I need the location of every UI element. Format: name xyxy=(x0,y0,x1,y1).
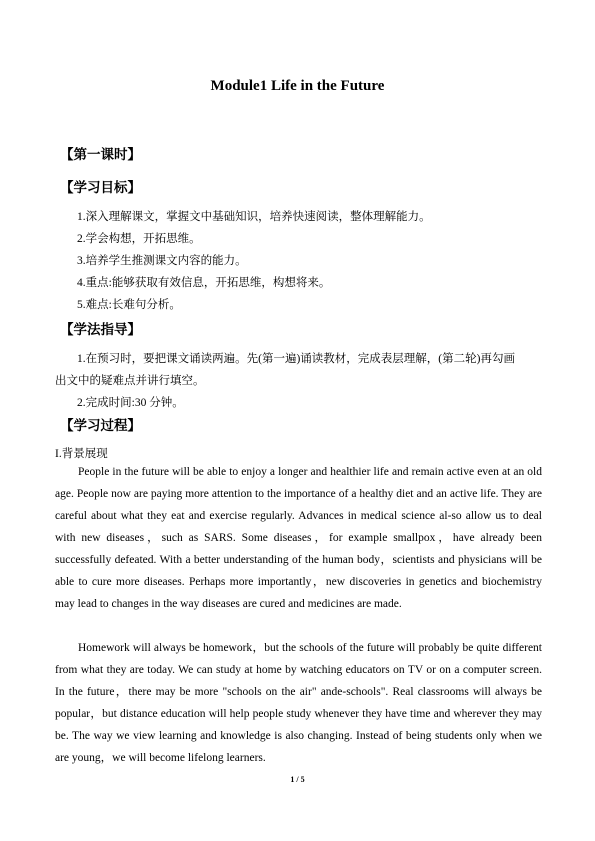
reading-paragraph-health xyxy=(55,461,542,615)
goal-item: 1.深入理解课文，掌握文中基础知识，培养快速阅读，整体理解能力。 xyxy=(77,211,431,223)
reading-paragraph-education xyxy=(55,637,542,769)
method-line: 出文中的疑难点并讲行填空。 xyxy=(55,375,205,387)
paragraph-text: People in the future will be able to enjoy a longer and healthier life and remain active even at an old age. People now are paying more attention to the importance of a healthy diet and an active life. They are careful about what they eat and exercise regularly. Advances in medical science al-so allow us to deal with new diseases，such as SARS. Some diseases，for example smallpox，have already been successfully defeated. With a better understanding of the human body，scientists and physicians will be able to cure more diseases. Perhaps more importantly，new discoveries in genetics and biochemistry may lead to changes in the way diseases are cured and medicines are made. xyxy=(55,466,542,610)
goal-item: 3.培养学生推测课文内容的能力。 xyxy=(77,255,247,267)
goal-item: 5.难点:长难句分析。 xyxy=(77,299,181,311)
method-line: 2.完成时间:30 分钟。 xyxy=(77,397,184,409)
page-number: 1 / 5 xyxy=(290,775,305,784)
goal-item: 2.学会构想，开拓思维。 xyxy=(77,233,201,245)
goal-item: 4.重点:能够获取有效信息，开拓思维，构想将来。 xyxy=(77,277,331,289)
paragraph-text: Homework will always be homework，but the schools of the future will probably be quite different from what they are today. We can study at home by watching educators on TV or on a computer screen. In the future，there may be more "schools on the air" and‎e-schools". Real classrooms will always be popular，but distance education will help people study whenever they have time and wherever they may be. The way we view learning and knowledge is also changing. Instead of being students only when we are young，we will become lifelong learners. xyxy=(55,642,542,764)
section-heading-lesson-one: 【第一课时】 xyxy=(60,147,141,163)
section-heading-learning-goals: 【学习目标】 xyxy=(60,180,141,196)
method-line: 1.在预习时，要把课文诵读两遍。先(第一遍)诵读教材，完成表层理解，(第二轮)再勾画 xyxy=(77,353,515,365)
background-heading: I.背景展现 xyxy=(55,448,108,460)
page-title: Module1 Life in the Future xyxy=(210,78,385,94)
section-heading-study-method: 【学法指导】 xyxy=(60,322,141,338)
section-heading-learning-process: 【学习过程】 xyxy=(60,418,141,434)
